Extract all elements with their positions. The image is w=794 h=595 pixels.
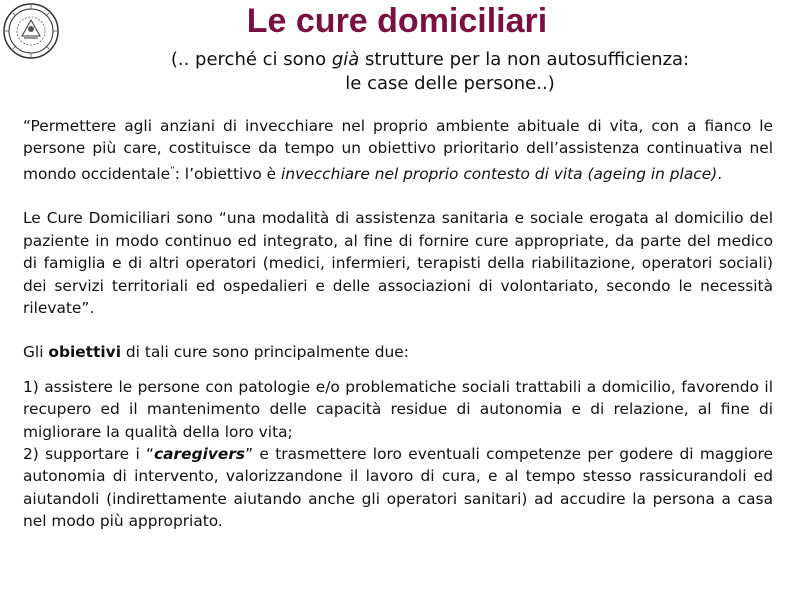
item2-caregivers: caregivers (154, 445, 246, 463)
subtitle (60, 48, 794, 96)
objectives-post: di tali cure sono principalmente due: (120, 343, 409, 362)
paragraph-definition: Le Cure Domiciliari sono “una modalità di assistenza sanitaria e sociale erogata al domicilio del paziente in modo continuo ed integrato, al fine di fornire cure appropriate, da parte del medico di famiglia e di altri operatori (medici, infermieri, terapisti della riabilitazione, operatori sociali) dei servizi territoriali ed ospedalieri e delle associazioni di volontariato, secondo le necessità rilevate”. (23, 209, 773, 317)
item2-post: ” e trasmettere loro eventuali competenze per godere di maggiore autonomia di intervento, valorizzandone il lavoro di cura, e al tempo stesso rassicurandoli ed aiutandoli (indirettamente aiutando anche gli operatori sanitari) ad accudire la persona a casa nel modo più appropriato. (23, 445, 773, 531)
item2-pre: 2) supportare i “ (23, 445, 155, 463)
objectives-bold: obiettivi (48, 343, 121, 362)
quote-text: “Permettere agli anziani di invecchiare nel proprio ambiente abituale di vita, con a fianco le persone più care, costituisce da tempo un obiettivo prioritario dell’assistenza continuativa nel mondo occidentale (23, 117, 773, 183)
paragraph-objectives (23, 341, 773, 363)
quote-mark: ” (170, 165, 175, 176)
paragraph-quote (23, 115, 773, 185)
page-title: Le cure domiciliari (246, 2, 548, 40)
quote-text-2: : l’obiettivo è (174, 164, 282, 183)
list-item-1: 1) assistere le persone con patologie e/o problematiche sociali trattabili a domicilio, favorendo il recupero ed il mantenimento delle capacità residue di autonomia e di relazione, al fine di migliorare la qualità della loro vita; (23, 377, 773, 441)
subtitle-text-end: strutture per la non autosufficienza: (359, 49, 690, 70)
body-text (23, 115, 773, 533)
list-item-2 (23, 443, 773, 533)
subtitle-line-1 (60, 48, 794, 72)
subtitle-emphasis: già (331, 49, 360, 70)
objectives-pre: Gli (23, 343, 49, 362)
quote-end: . (717, 164, 723, 183)
quote-emphasis: invecchiare nel proprio contesto di vita (ageing in place) (281, 164, 718, 183)
subtitle-line-2: le case delle persone..) (345, 73, 555, 94)
subtitle-text: (.. perché ci sono (170, 49, 332, 70)
